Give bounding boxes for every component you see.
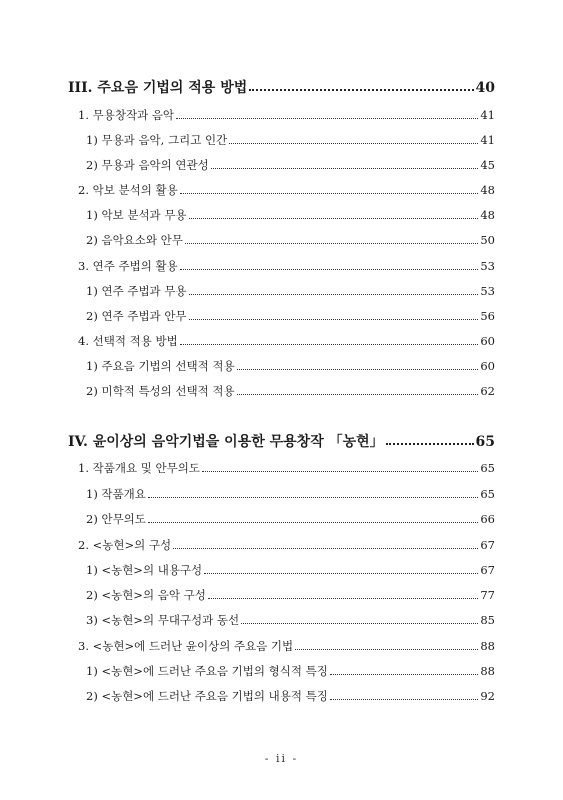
leader-dots [295, 648, 478, 650]
toc-page: 88 [480, 639, 495, 653]
toc-subsection[interactable] [86, 686, 495, 706]
toc-subsection[interactable] [86, 560, 495, 580]
toc-subsection[interactable] [86, 130, 495, 150]
toc-title: 1) 주요음 기법의 선택적 적용 [86, 359, 235, 373]
leader-dots [208, 597, 479, 599]
leader-dots [176, 117, 478, 119]
leader-dots [148, 496, 478, 498]
toc-section[interactable] [78, 256, 495, 276]
leader-dots [237, 393, 479, 395]
toc-chapter[interactable] [68, 78, 495, 98]
toc-title: 3. 연주 주법의 활용 [78, 259, 178, 273]
toc-subsection[interactable] [86, 205, 495, 225]
leader-dots [386, 442, 474, 445]
toc-section[interactable] [78, 331, 495, 351]
toc-title: 1) 무용과 음악, 그리고 인간 [86, 133, 228, 147]
toc-subsection[interactable] [86, 585, 495, 605]
toc-page: 65 [480, 461, 495, 475]
leader-dots [189, 217, 479, 219]
toc-page: 66 [480, 512, 495, 526]
toc-subsection[interactable] [86, 610, 495, 630]
toc-section[interactable] [78, 105, 495, 125]
toc-page: 56 [480, 309, 495, 323]
leader-dots [180, 268, 479, 270]
toc-section[interactable] [78, 535, 495, 555]
toc-title: 2) <농현>의 음악 구성 [86, 588, 206, 602]
toc-title: 1. 작품개요 및 안무의도 [78, 461, 200, 475]
toc-title: 3) <농현>의 무대구성과 동선 [86, 613, 240, 627]
toc-page: 40 [475, 80, 495, 96]
toc-subsection[interactable] [86, 155, 495, 175]
toc-title: 2) 무용과 음악의 연관성 [86, 158, 209, 172]
leader-dots [241, 622, 478, 624]
toc-page: 41 [480, 133, 495, 147]
toc-page: 53 [480, 284, 495, 298]
leader-dots [148, 521, 478, 523]
toc-page: 67 [480, 563, 495, 577]
toc-page: 67 [480, 538, 495, 552]
toc-page: 48 [480, 208, 495, 222]
toc-title: 2) 음악요소와 안무 [86, 233, 183, 247]
toc-page: 53 [480, 259, 495, 273]
toc-page: 65 [480, 487, 495, 501]
toc-title: 2. <농현>의 구성 [78, 538, 172, 552]
toc-title: 2) 안무의도 [86, 512, 146, 526]
toc-subsection[interactable] [86, 281, 495, 301]
toc-title: 1. 무용창작과 음악 [78, 108, 175, 122]
leader-dots [180, 192, 479, 194]
toc-page: 92 [480, 689, 495, 703]
toc-title: 1) 작품개요 [86, 487, 146, 501]
leader-dots [330, 673, 479, 675]
toc-title: 2) 연주 주법과 안무 [86, 309, 187, 323]
toc-page: 60 [480, 334, 495, 348]
toc-chapter[interactable] [68, 432, 495, 452]
leader-dots [189, 293, 479, 295]
toc-subsection[interactable] [86, 661, 495, 681]
toc-title: 1) 연주 주법과 무용 [86, 284, 187, 298]
leader-dots [202, 470, 478, 472]
leader-dots [180, 343, 479, 345]
toc-page: 62 [480, 384, 495, 398]
toc-page: 50 [480, 233, 495, 247]
toc-page: 60 [480, 359, 495, 373]
toc-title: 1) <농현>의 내용구성 [86, 563, 203, 577]
toc-section[interactable] [78, 636, 495, 656]
toc-title: 2) 미학적 특성의 선택적 적용 [86, 384, 235, 398]
toc-page: 88 [480, 664, 495, 678]
toc-title: IV. 윤이상의 음악기법을 이용한 무용창작 「농현」 [68, 434, 384, 450]
leader-dots [229, 142, 478, 144]
toc-page: 65 [475, 434, 495, 450]
toc-page: 41 [480, 108, 495, 122]
leader-dots [237, 368, 479, 370]
toc-title: III. 주요음 기법의 적용 방법 [68, 80, 248, 96]
toc-section[interactable] [78, 458, 495, 478]
toc-title: 4. 선택적 적용 방법 [78, 334, 178, 348]
toc-section[interactable] [78, 180, 495, 200]
leader-dots [249, 88, 473, 91]
page-number: - ii - [264, 752, 299, 765]
leader-dots [189, 318, 479, 320]
toc-subsection[interactable] [86, 306, 495, 326]
leader-dots [185, 242, 478, 244]
toc-title: 2. 악보 분석의 활용 [78, 183, 178, 197]
toc-page: 48 [480, 183, 495, 197]
toc-title: 2) <농현>에 드러난 주요음 기법의 내용적 특징 [86, 689, 328, 703]
leader-dots [330, 698, 479, 700]
toc-subsection[interactable] [86, 509, 495, 529]
toc-page: 85 [480, 613, 495, 627]
toc-page: 45 [480, 158, 495, 172]
toc-title: 3. <농현>에 드러난 윤이상의 주요음 기법 [78, 639, 294, 653]
leader-dots [211, 167, 479, 169]
toc-title: 1) <농현>에 드러난 주요음 기법의 형식적 특징 [86, 664, 328, 678]
leader-dots [173, 547, 478, 549]
toc-page: 77 [480, 588, 495, 602]
toc-subsection[interactable] [86, 484, 495, 504]
toc-subsection[interactable] [86, 381, 495, 401]
toc-title: 1) 악보 분석과 무용 [86, 208, 187, 222]
toc-subsection[interactable] [86, 230, 495, 250]
toc-subsection[interactable] [86, 356, 495, 376]
leader-dots [204, 572, 478, 574]
